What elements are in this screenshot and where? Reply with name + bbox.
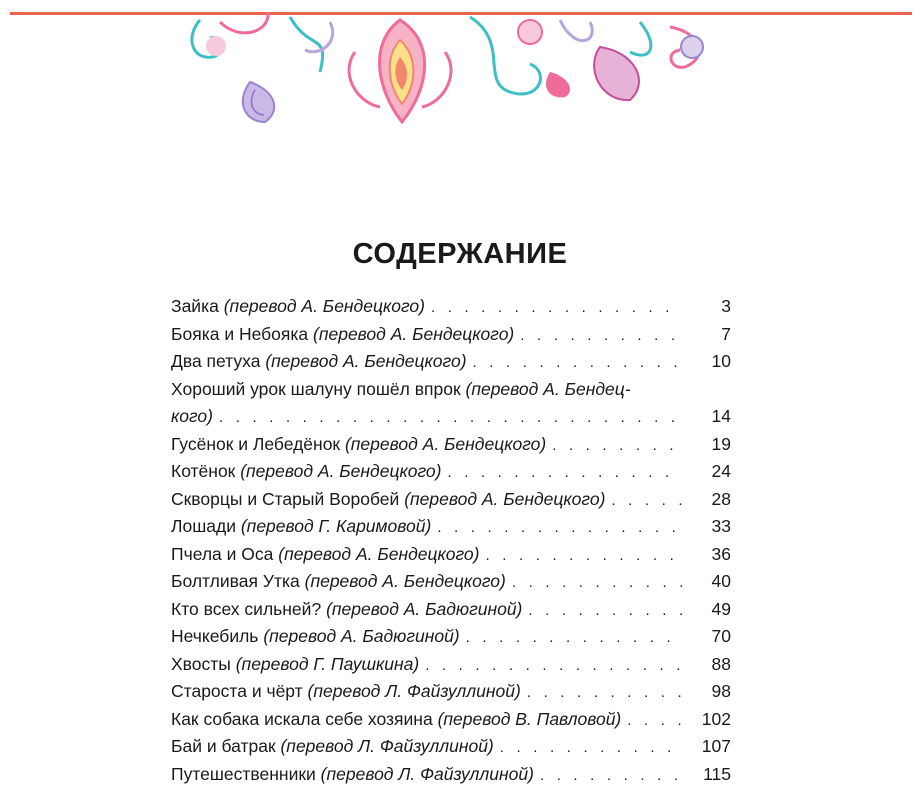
- leader-dots: [512, 569, 683, 597]
- entry-translator: (перевод В. Павловой): [437, 708, 622, 729]
- toc-entry[interactable]: [171, 623, 731, 651]
- leader-dots: [528, 597, 683, 625]
- page-number: 70: [711, 626, 731, 646]
- entry-title: Два петуха: [171, 351, 261, 371]
- page-number: 33: [711, 516, 731, 536]
- entry-translator: (перевод Г. Паушкина): [235, 653, 420, 674]
- entry-title: Гусёнок и Лебедёнок: [171, 433, 341, 454]
- toc-entry[interactable]: [171, 513, 731, 541]
- leader-dots: [466, 624, 683, 652]
- page-number: 88: [711, 653, 731, 674]
- table-of-contents: [171, 293, 731, 788]
- floral-ornament: [180, 12, 720, 130]
- page-number: 98: [711, 681, 731, 701]
- page-number: 19: [711, 433, 731, 454]
- entry-title: Зайка: [171, 296, 219, 316]
- toc-entry[interactable]: [171, 376, 731, 431]
- leader-dots: [500, 734, 683, 762]
- leader-dots: [425, 652, 683, 680]
- entry-translator: (перевод А. Бендецкого): [304, 571, 506, 591]
- page-number: 102: [701, 708, 731, 729]
- toc-entry[interactable]: [171, 568, 731, 596]
- entry-title: Староста и чёрт: [171, 681, 303, 701]
- toc-entry[interactable]: [171, 293, 731, 321]
- entry-translator: (перевод А. Бадюгиной): [326, 598, 523, 619]
- entry-title: Бояка и Небояка: [171, 323, 309, 344]
- leader-dots: [447, 459, 683, 487]
- entry-translator: (перевод Г. Каримовой): [240, 516, 432, 536]
- page-number: 24: [711, 461, 731, 481]
- toc-entry[interactable]: [171, 486, 731, 514]
- entry-translator: (перевод Л. Файзуллиной): [307, 681, 521, 701]
- entry-title: Котёнок: [171, 461, 236, 481]
- toc-entry[interactable]: [171, 321, 731, 349]
- entry-translator: (перевод Л. Файзуллиной): [280, 736, 494, 756]
- page-number: 14: [711, 406, 731, 426]
- leader-dots: [540, 762, 683, 790]
- entry-title: Нечкебиль: [171, 626, 259, 646]
- entry-translator: (перевод А. Бендец-: [465, 378, 631, 399]
- page-number: 7: [721, 323, 731, 344]
- entry-title: Хороший урок шалуну пошёл впрок: [171, 378, 461, 399]
- entry-translator: (перевод А. Бендецкого): [404, 488, 606, 509]
- entry-translator: (перевод А. Бендецкого): [344, 433, 547, 454]
- toc-entry[interactable]: [171, 348, 731, 376]
- leader-dots: [552, 432, 683, 460]
- entry-translator: (перевод Л. Файзуллиной): [320, 763, 534, 784]
- leader-dots: [473, 349, 683, 377]
- toc-entry[interactable]: [171, 458, 731, 486]
- entry-title: Как собака искала себе хозяина: [171, 708, 433, 729]
- leader-dots: [627, 707, 683, 735]
- entry-translator-continued: кого): [171, 406, 213, 426]
- page-number: 28: [711, 488, 731, 509]
- toc-entry[interactable]: [171, 733, 731, 761]
- toc-entry[interactable]: [171, 706, 731, 734]
- leader-dots: [486, 542, 684, 570]
- page-number: 10: [711, 351, 731, 371]
- entry-title: Болтливая Утка: [171, 571, 300, 591]
- entry-translator: (перевод А. Бадюгиной): [263, 626, 460, 646]
- entry-translator: (перевод А. Бендецкого): [278, 543, 480, 564]
- entry-title: Пчела и Оса: [171, 543, 274, 564]
- toc-entry[interactable]: [171, 761, 731, 789]
- entry-title: Путешественники: [171, 763, 316, 784]
- toc-entry[interactable]: [171, 651, 731, 679]
- page-number: 115: [703, 763, 731, 784]
- entry-translator: (перевод А. Бендецкого): [223, 296, 425, 316]
- entry-translator: (перевод А. Бендецкого): [313, 323, 515, 344]
- leader-dots: [611, 487, 683, 515]
- toc-entry[interactable]: [171, 541, 731, 569]
- page-number: 40: [711, 571, 731, 591]
- leader-dots: [437, 514, 683, 542]
- page-number: 36: [711, 543, 731, 564]
- entry-title: Скворцы и Старый Воробей: [171, 488, 400, 509]
- page-number: 3: [721, 296, 731, 316]
- page-number: 107: [701, 736, 731, 756]
- toc-entry[interactable]: [171, 596, 731, 624]
- leader-dots: [219, 404, 683, 432]
- page-number: 49: [711, 598, 731, 619]
- entry-title: Лошади: [171, 516, 236, 536]
- entry-translator: (перевод А. Бендецкого): [240, 461, 442, 481]
- entry-translator: (перевод А. Бендецкого): [265, 351, 467, 371]
- entry-title: Бай и батрак: [171, 736, 276, 756]
- toc-entry[interactable]: [171, 678, 731, 706]
- entry-title: Хвосты: [171, 653, 231, 674]
- leader-dots: [527, 679, 683, 707]
- page-title: СОДЕРЖАНИЕ: [352, 238, 568, 270]
- leader-dots: [431, 294, 683, 322]
- leader-dots: [520, 322, 683, 350]
- entry-title: Кто всех сильней?: [171, 598, 322, 619]
- toc-entry[interactable]: [171, 431, 731, 459]
